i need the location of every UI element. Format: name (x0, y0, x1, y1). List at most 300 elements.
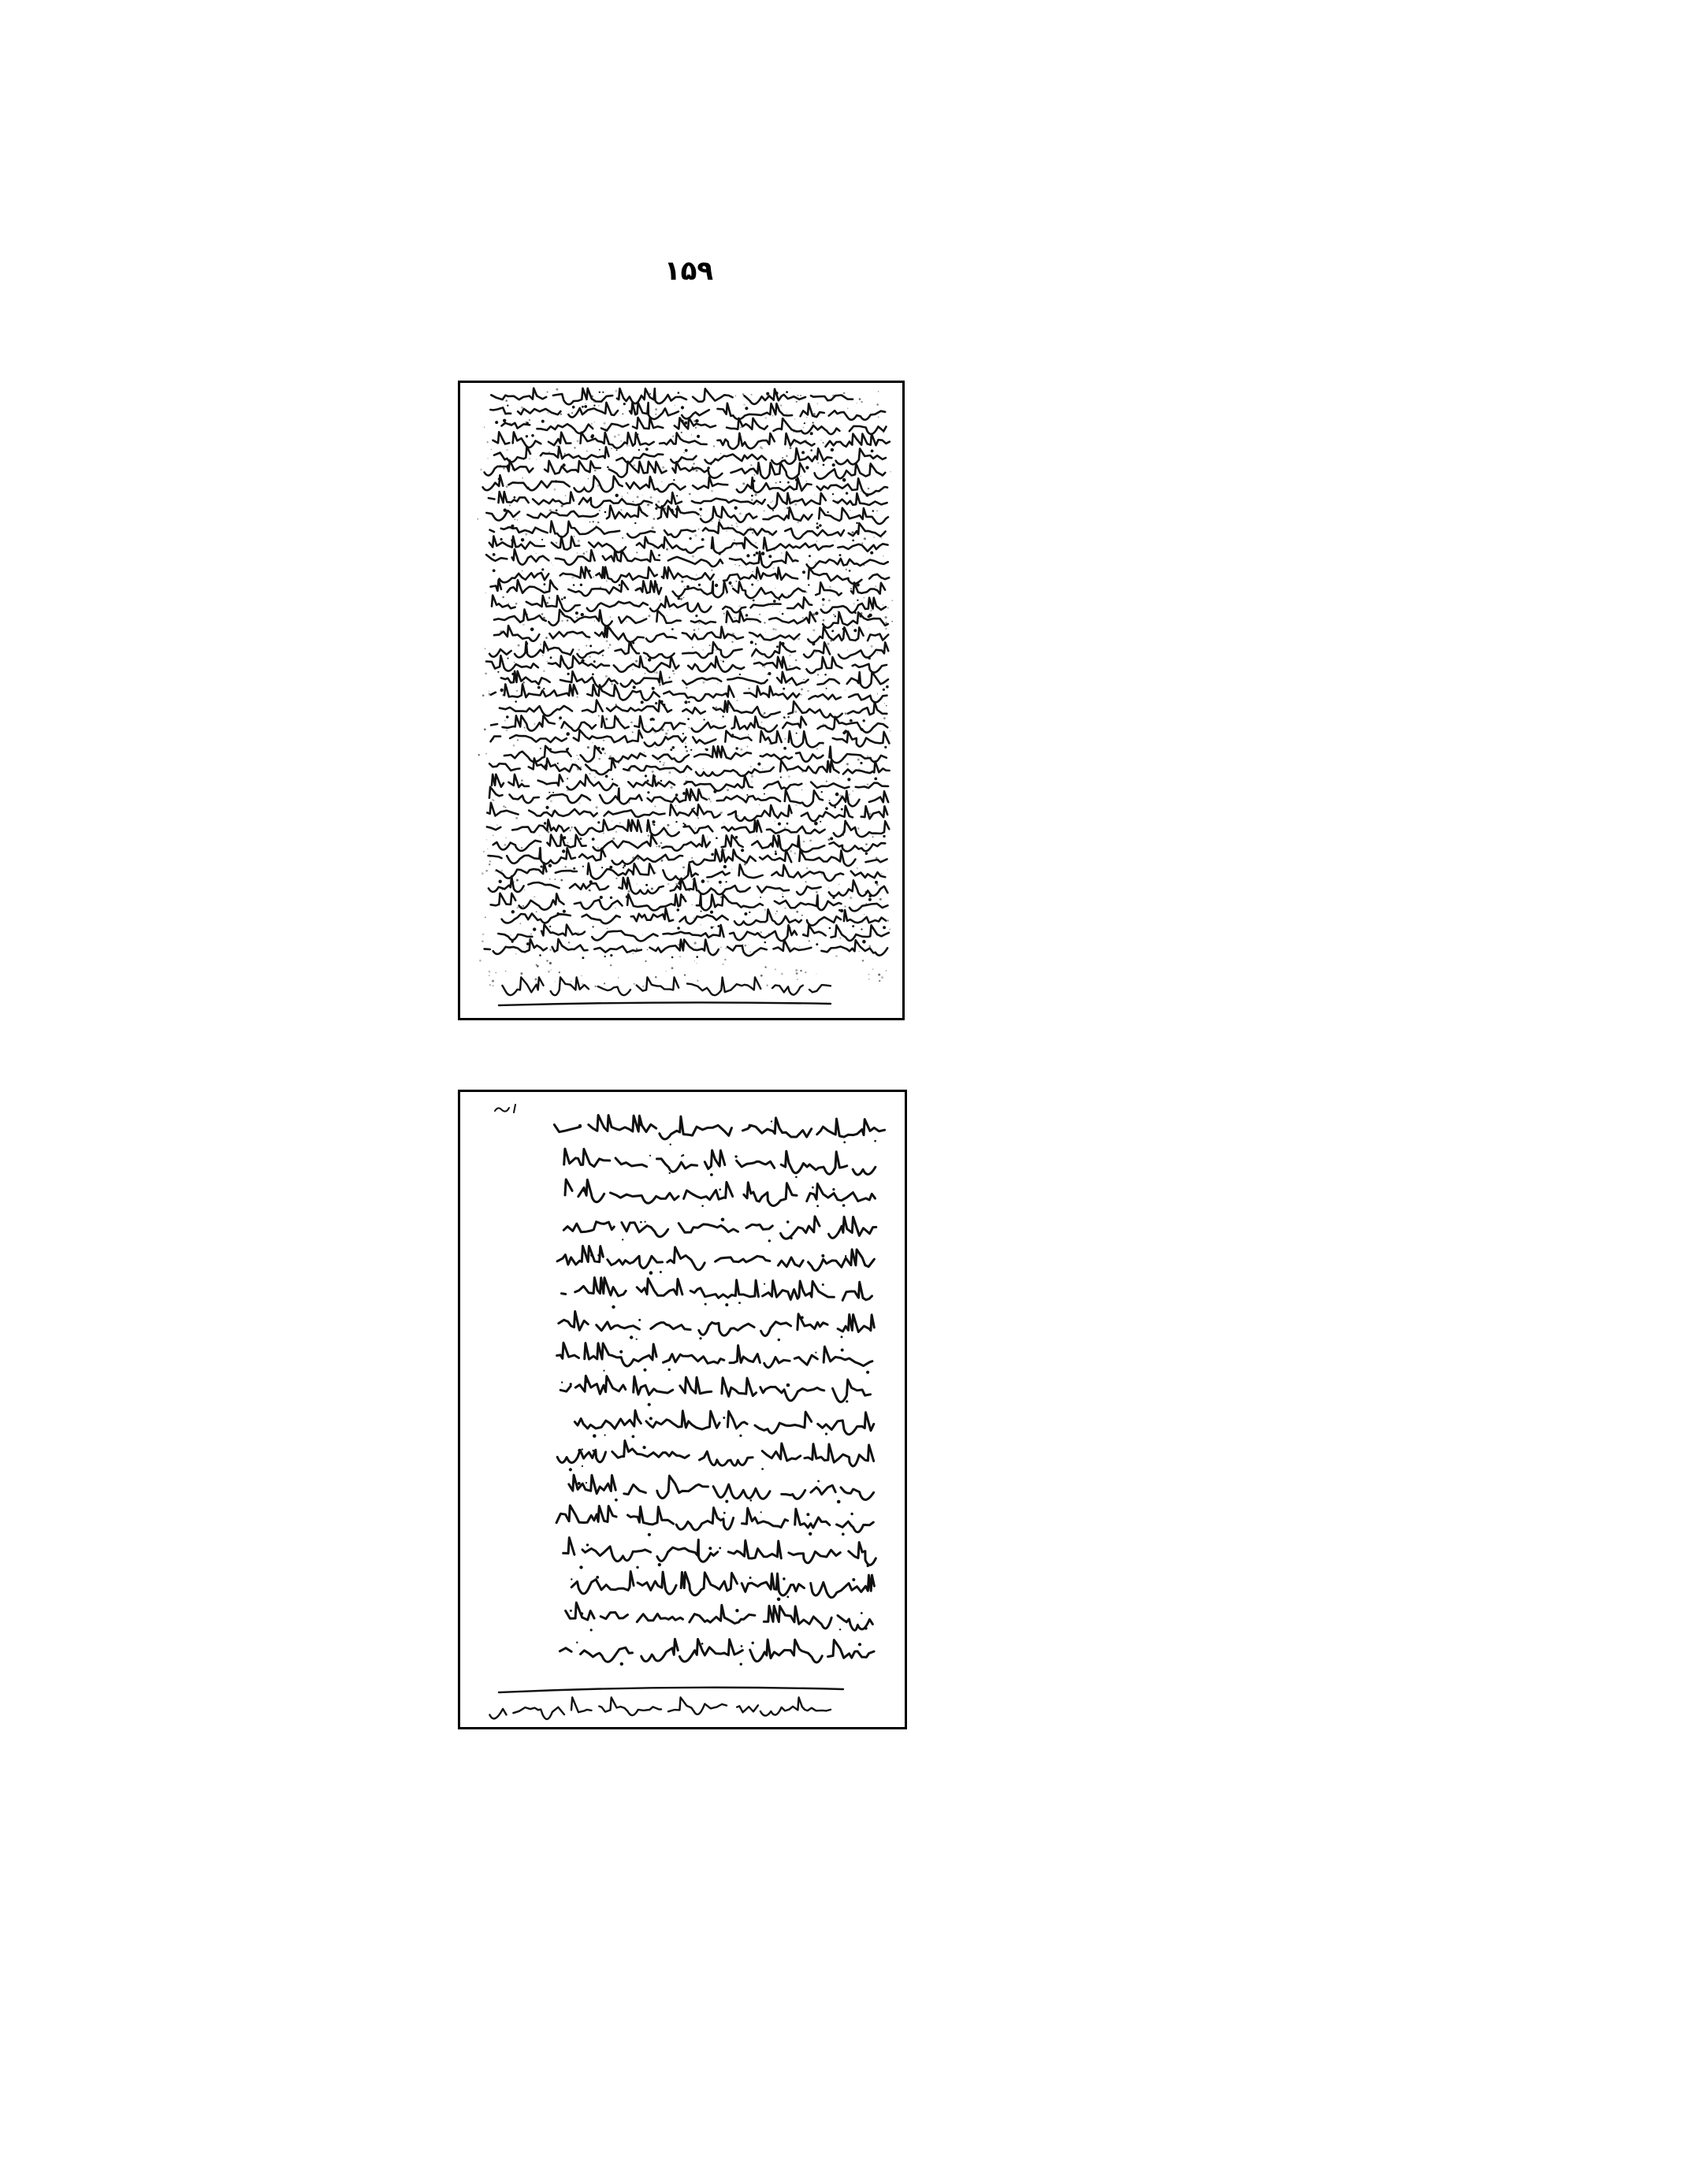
scan-speck (653, 733, 654, 734)
scan-speck (731, 525, 733, 526)
ink-dot (755, 643, 757, 644)
handwriting-line (492, 596, 886, 613)
scan-speck (746, 566, 747, 567)
scan-speck (795, 969, 798, 971)
scan-speck (763, 714, 764, 715)
ink-dot (857, 583, 860, 586)
ink-dot (721, 1218, 725, 1222)
ink-dot (541, 866, 543, 868)
ink-dot (816, 526, 820, 529)
ink-dot (550, 656, 552, 659)
scan-speck (522, 905, 524, 907)
ink-dot (841, 808, 843, 811)
scan-speck (702, 768, 704, 770)
scan-speck (554, 878, 556, 880)
scan-speck (637, 496, 639, 498)
ink-dot (768, 1239, 771, 1242)
ink-dot (821, 791, 823, 793)
scan-speck (786, 455, 788, 457)
scan-speck (503, 468, 504, 470)
scan-speck (486, 839, 487, 840)
handwriting-line (496, 863, 885, 881)
scan-speck (522, 624, 524, 626)
scan-speck (782, 893, 783, 894)
handwriting-line (565, 1179, 876, 1206)
scan-speck (632, 669, 634, 670)
ink-dot (779, 481, 781, 483)
ink-dot (649, 478, 653, 482)
scan-speck (612, 838, 615, 840)
scan-speck (504, 719, 506, 721)
scan-speck (794, 711, 797, 713)
scan-speck (772, 500, 774, 502)
ink-dot (645, 1221, 646, 1223)
ink-dot (575, 611, 578, 615)
scan-speck (675, 805, 676, 806)
scan-speck (491, 449, 492, 450)
scan-speck (693, 462, 694, 464)
ink-dot (801, 1316, 804, 1319)
scan-speck (632, 501, 634, 503)
scan-speck (776, 911, 778, 912)
scan-speck (719, 885, 721, 886)
handwriting-line (489, 537, 888, 553)
ink-dot (603, 1370, 604, 1372)
ink-dot (639, 1124, 642, 1127)
scan-speck (503, 805, 504, 807)
scan-speck (534, 896, 535, 897)
scan-speck (515, 519, 516, 521)
scan-speck (655, 976, 656, 978)
ink-dot (638, 449, 640, 451)
scan-speck (817, 674, 819, 675)
scan-speck (839, 938, 841, 939)
scan-speck (863, 596, 864, 598)
scan-speck (806, 867, 808, 869)
ink-dot (856, 522, 858, 525)
scan-speck (764, 622, 765, 623)
ink-dot (695, 615, 697, 617)
scan-speck (489, 984, 491, 986)
scan-speck (765, 632, 766, 633)
manuscript-facsimile-upper (458, 381, 905, 1020)
ink-dot (610, 954, 612, 956)
scan-speck (666, 548, 668, 551)
scan-speck (547, 392, 548, 393)
ink-dot (701, 1643, 704, 1645)
scan-speck (757, 580, 759, 581)
ink-dot (681, 1155, 682, 1157)
ink-dot (582, 866, 584, 867)
ink-dot (868, 615, 871, 618)
scan-speck (630, 722, 633, 724)
scan-speck (761, 448, 763, 449)
scan-speck (796, 972, 798, 975)
ink-dot (678, 882, 681, 885)
ink-dot (824, 674, 827, 676)
scan-speck (875, 585, 876, 587)
ink-dot (751, 584, 753, 586)
ink-dot (787, 481, 790, 484)
scan-speck (805, 881, 807, 882)
ink-dot (582, 956, 584, 959)
ink-dot (548, 864, 552, 867)
ink-dot (570, 1383, 572, 1385)
manuscript-image-lower (460, 1092, 905, 1727)
scan-speck (556, 445, 558, 447)
ink-dot (576, 1642, 578, 1644)
scan-speck (612, 820, 613, 822)
scan-speck (768, 517, 769, 518)
handwriting-line (489, 787, 888, 806)
scan-speck (565, 728, 566, 729)
scan-speck (615, 704, 617, 705)
scan-speck (685, 743, 686, 744)
ink-dot (835, 615, 836, 617)
ink-dot (632, 642, 634, 644)
scan-speck (781, 973, 783, 975)
scan-speck (813, 413, 816, 415)
scan-speck (877, 693, 878, 694)
scan-speck (812, 629, 815, 631)
handwriting-line (491, 684, 887, 702)
ink-dot (573, 867, 575, 870)
scan-speck (564, 866, 567, 868)
ink-dot (845, 1255, 846, 1257)
scan-speck (772, 628, 775, 630)
ink-dot (741, 1645, 743, 1647)
scan-speck (868, 974, 870, 975)
scan-speck (881, 538, 882, 539)
scan-speck (720, 453, 721, 454)
scan-speck (727, 789, 729, 791)
scan-speck (485, 870, 488, 872)
ink-dot (692, 794, 693, 796)
ink-dot (537, 686, 541, 689)
scan-speck (667, 828, 668, 830)
scan-speck (651, 888, 653, 890)
ink-dot (725, 1303, 728, 1306)
scan-speck (586, 451, 588, 452)
scan-speck (772, 606, 773, 607)
ink-dot (640, 1221, 642, 1224)
scan-speck (489, 860, 491, 862)
ink-dot (545, 806, 548, 809)
ink-dot (810, 449, 812, 451)
ink-dot (734, 1155, 737, 1157)
scan-speck (878, 974, 880, 976)
ink-dot (578, 1482, 581, 1485)
scan-speck (521, 847, 522, 849)
ink-dot (653, 719, 655, 721)
scan-speck (852, 626, 853, 627)
scan-speck (647, 503, 649, 506)
ink-dot (842, 628, 845, 630)
ink-dot (822, 598, 825, 601)
scan-speck (567, 842, 568, 844)
scan-speck (492, 492, 493, 493)
scan-speck (868, 628, 869, 629)
ink-dot (660, 1271, 662, 1273)
handwriting-line (486, 506, 888, 524)
scan-speck (884, 703, 885, 704)
scan-speck (665, 733, 667, 735)
handwriting-line (493, 835, 886, 852)
scan-speck (522, 477, 523, 479)
ink-dot (597, 1254, 600, 1257)
scan-speck (785, 738, 786, 740)
scan-speck (603, 833, 604, 834)
scan-speck (555, 981, 556, 982)
ink-dot (580, 1612, 583, 1615)
scan-speck (653, 518, 656, 520)
scan-speck (801, 689, 803, 691)
scan-speck (489, 693, 490, 695)
ink-dot (552, 792, 554, 793)
scan-speck (645, 960, 646, 962)
ink-dot (493, 553, 496, 556)
ink-dot (644, 1369, 647, 1372)
scan-speck (746, 746, 748, 748)
scan-speck (786, 413, 788, 414)
ink-dot (582, 1465, 583, 1467)
scan-speck (764, 966, 766, 968)
scan-speck (605, 718, 608, 720)
scan-speck (823, 744, 824, 745)
scan-speck (798, 395, 799, 396)
ink-dot (541, 568, 544, 570)
scan-speck (559, 719, 560, 720)
scan-speck (673, 673, 675, 674)
scan-speck (493, 834, 494, 836)
ink-dot (571, 1578, 572, 1580)
scan-speck (583, 552, 586, 555)
scan-speck (850, 510, 851, 511)
scan-speck (661, 481, 663, 483)
scan-speck (857, 759, 860, 761)
scan-speck (570, 830, 571, 831)
ink-dot (658, 1563, 661, 1566)
scan-speck (711, 490, 713, 492)
scan-speck (633, 464, 635, 466)
scan-speck (695, 828, 696, 829)
ink-dot (740, 1663, 742, 1666)
scan-speck (802, 617, 804, 618)
ink-dot (616, 449, 618, 451)
scan-speck (672, 436, 675, 438)
ink-dot (883, 926, 886, 929)
scan-speck (536, 964, 537, 966)
ink-dot (796, 733, 798, 734)
scan-speck (868, 488, 870, 490)
scan-speck (822, 604, 824, 606)
scan-speck (736, 544, 738, 546)
scan-speck (806, 481, 808, 482)
scan-speck (594, 621, 595, 622)
scan-speck (504, 844, 506, 846)
scan-speck (609, 644, 612, 646)
ink-dot (649, 1271, 653, 1275)
ink-dot (738, 1302, 741, 1304)
scan-speck (521, 779, 523, 782)
scan-speck (826, 781, 827, 782)
scan-speck (720, 659, 722, 661)
ink-dot (814, 822, 818, 826)
ink-dot (852, 540, 854, 542)
ink-dot (687, 718, 690, 720)
scan-speck (627, 492, 629, 494)
ink-dot (745, 407, 748, 410)
scan-speck (505, 399, 508, 402)
ink-dot (541, 420, 545, 423)
ink-dot (500, 465, 502, 467)
ink-dot (783, 939, 786, 942)
scan-speck (790, 447, 792, 449)
scan-speck (597, 847, 600, 849)
scan-speck (762, 768, 763, 769)
ink-dot (753, 480, 755, 482)
scan-speck (603, 740, 604, 741)
ink-dot (677, 927, 680, 930)
scan-speck (775, 629, 777, 630)
scan-speck (496, 824, 498, 826)
scan-speck (700, 515, 701, 517)
scan-speck (607, 684, 608, 685)
ink-dot (641, 700, 644, 704)
scan-speck (859, 951, 860, 952)
scan-speck (571, 412, 573, 414)
scan-speck (571, 826, 573, 828)
ink-dot (760, 1511, 762, 1513)
scan-speck (751, 775, 753, 778)
scan-speck (795, 442, 796, 443)
scan-speck (823, 442, 824, 444)
signature-scribble (571, 1697, 831, 1715)
scan-speck (736, 526, 738, 528)
ink-dot (545, 764, 548, 767)
scan-speck (621, 496, 623, 497)
scan-speck (731, 585, 733, 587)
scan-speck (509, 504, 511, 506)
scan-speck (796, 401, 798, 403)
ink-dot (832, 897, 835, 899)
scan-speck (682, 867, 685, 869)
scan-speck (577, 440, 579, 442)
handwriting-line (563, 1216, 876, 1239)
scan-speck (784, 908, 786, 909)
scan-speck (684, 974, 686, 975)
scan-speck (775, 913, 776, 914)
handwriting-line (494, 447, 886, 465)
scan-speck (574, 447, 575, 448)
ink-dot (555, 480, 557, 482)
handwriting-line (502, 418, 887, 434)
ink-dot (586, 1482, 587, 1484)
scan-speck (485, 673, 487, 675)
ink-dot (741, 849, 744, 852)
ink-dot (859, 615, 862, 618)
ink-dot (783, 716, 785, 718)
manuscript-image-upper (460, 383, 902, 1018)
scan-speck (782, 457, 783, 459)
scan-speck (530, 934, 532, 935)
scan-speck (719, 519, 721, 522)
scan-speck (785, 508, 786, 509)
scan-speck (618, 434, 620, 436)
ink-dot (723, 660, 724, 662)
ink-dot (749, 1577, 752, 1579)
handwriting-line (560, 1376, 870, 1402)
ink-dot (601, 1255, 603, 1257)
scan-speck (748, 734, 749, 736)
ink-dot (591, 434, 594, 437)
ink-dot (861, 1612, 863, 1614)
ink-dot (526, 614, 528, 616)
ink-dot (660, 761, 661, 763)
scan-speck (750, 464, 752, 466)
scan-speck (567, 619, 569, 622)
scan-speck (654, 805, 656, 807)
scan-speck (536, 911, 537, 912)
scan-speck (780, 405, 782, 407)
scan-speck (586, 645, 587, 647)
scan-speck (549, 878, 551, 880)
ink-dot (786, 391, 788, 393)
scan-speck (658, 845, 660, 848)
ink-dot (708, 1547, 712, 1550)
scan-speck (868, 945, 871, 948)
ink-dot (761, 552, 765, 555)
scan-speck (593, 577, 595, 578)
scan-speck (885, 616, 887, 618)
ink-dot (647, 791, 649, 793)
ink-dot (526, 942, 530, 945)
ink-dot (583, 1189, 587, 1193)
scan-speck (686, 687, 688, 689)
scan-speck (522, 682, 525, 684)
ink-dot (647, 780, 649, 782)
ink-dot (610, 897, 612, 899)
scan-speck (482, 694, 485, 696)
ink-dot (723, 865, 727, 868)
scan-speck (781, 552, 782, 553)
ink-dot (829, 927, 831, 930)
scan-speck (675, 883, 678, 886)
scan-speck (817, 462, 819, 464)
scan-speck (717, 683, 718, 684)
scan-speck (480, 469, 482, 471)
handwriting-line (571, 1572, 874, 1598)
ink-dot (675, 821, 677, 823)
ink-dot (678, 597, 681, 600)
ink-dot (781, 642, 784, 645)
ink-dot (806, 1513, 809, 1516)
scan-speck (719, 920, 720, 921)
ink-dot (722, 715, 723, 717)
ink-dot (753, 600, 755, 602)
ink-dot (652, 820, 655, 823)
scan-speck (847, 408, 849, 410)
scan-speck (598, 758, 600, 760)
ink-dot (660, 700, 664, 704)
scan-speck (619, 454, 620, 455)
scan-speck (697, 980, 698, 982)
scan-speck (738, 605, 740, 607)
ink-dot (841, 1349, 844, 1352)
handwriting-line (501, 671, 888, 688)
ink-dot (739, 674, 741, 675)
scan-speck (779, 611, 780, 612)
